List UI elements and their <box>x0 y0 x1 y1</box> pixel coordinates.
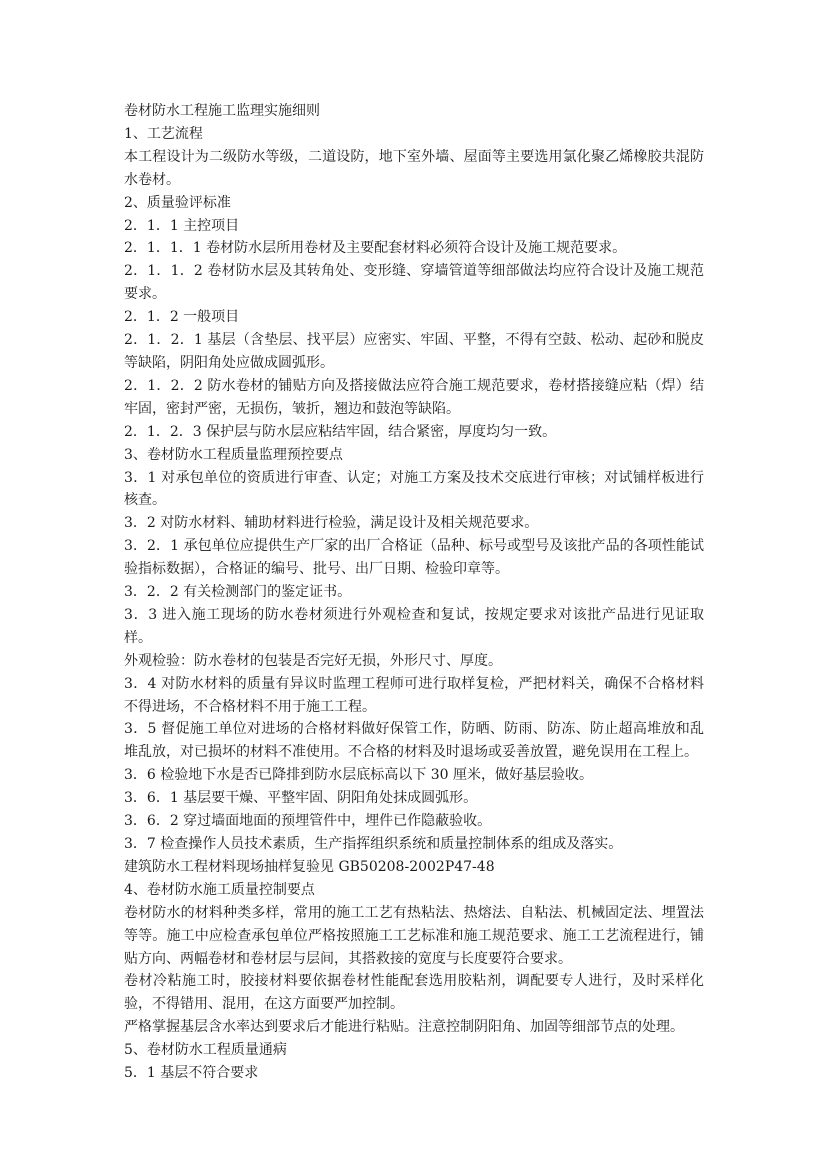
body-paragraph: 3．5 督促施工单位对进场的合格材料做好保管工作，防晒、防雨、防冻、防止超高堆放和乱堆乱放，对已损坏的材料不准使用。不合格的材料及时退场或妥善放置，避免误用在工程上。 <box>124 721 704 761</box>
section-heading: 5、卷材防水工程质量通病 <box>124 1042 287 1059</box>
subsection-heading: 5．1 基层不符合要求 <box>124 1065 259 1082</box>
body-paragraph: 3．3 进入施工现场的防水卷材须进行外观检查和复试，按规定要求对该批产品进行见证取样。 <box>124 606 704 646</box>
section-heading: 4、卷材防水施工质量控制要点 <box>124 881 315 898</box>
body-paragraph: 3．2．1 承包单位应提供生产厂家的出厂合格证（品种、标号或型号及该批产品的各项性能试验指标数据），合格证的编号、批号、出厂日期、检验印章等。 <box>124 538 704 578</box>
body-paragraph: 3．4 对防水材料的质量有异议时监理工程师可进行取样复检，严把材料关，确保不合格材料不得进场，不合格材料不用于施工工程。 <box>124 675 704 715</box>
body-paragraph: 2．1．2．3 保护层与防水层应粘结牢固，结合紧密，厚度均匀一致。 <box>124 423 557 440</box>
body-paragraph: 严格掌握基层含水率达到要求后才能进行粘贴。注意控制阴阳角、加固等细部节点的处理。 <box>124 1019 684 1036</box>
section-heading: 1、工艺流程 <box>124 125 203 142</box>
body-paragraph: 3．1 对承包单位的资质进行审查、认定；对施工方案及技术交底进行审核；对试铺样板进行核查。 <box>124 469 704 509</box>
body-paragraph: 3．2．2 有关检测部门的鉴定证书。 <box>124 584 352 601</box>
body-paragraph: 本工程设计为二级防水等级，二道设防，地下室外墙、屋面等主要选用氯化聚乙烯橡胶共混防水卷材。 <box>124 148 704 188</box>
body-paragraph: 建筑防水工程材料现场抽样复验见 GB50208-2002P47-48 <box>124 858 495 875</box>
body-paragraph: 3．6．2 穿过墙面地面的预埋管件中，埋件已作隐蔽验收。 <box>124 813 492 830</box>
body-paragraph: 2．1．2．1 基层（含垫层、找平层）应密实、牢固、平整，不得有空鼓、松动、起砂和脱皮等缺陷，阴阳角处应做成圆弧形。 <box>124 332 704 371</box>
body-paragraph: 3．2 对防水材料、辅助材料进行检验，满足设计及相关规范要求。 <box>124 515 539 532</box>
body-paragraph: 卷材冷粘施工时，胶接材料要依据卷材性能配套选用胶粘剂，调配要专人进行，及时采样化验，不得错用、混用，在这方面要严加控制。 <box>124 973 704 1013</box>
document-title: 卷材防水工程施工监理实施细则 <box>124 103 320 119</box>
body-paragraph: 2．1．2．2 防水卷材的铺贴方向及搭接做法应符合施工规范要求，卷材搭接缝应粘（焊）结牢固，密封严密，无损伤，皱折，翘边和鼓泡等缺陷。 <box>124 377 704 417</box>
document-body <box>124 100 704 1085</box>
subsection-heading: 2．1．1 主控项目 <box>124 217 240 234</box>
body-paragraph: 3．6 检验地下水是否已降排到防水层底标高以下 30 厘米，做好基层验收。 <box>124 767 593 784</box>
body-paragraph: 2．1．1．2 卷材防水层及其转角处、变形缝、穿墙管道等细部做法均应符合设计及施工规范要求。 <box>124 263 704 303</box>
section-heading: 3、卷材防水工程质量监理预控要点 <box>124 446 343 463</box>
body-paragraph: 2．1．1．1 卷材防水层所用卷材及主要配套材料必须符合设计及施工规范要求。 <box>124 240 627 257</box>
body-paragraph: 3．7 检查操作人员技术素质，生产指挥组织系统和质量控制体系的组成及落实。 <box>124 836 623 852</box>
body-paragraph: 卷材防水的材料种类多样，常用的施工工艺有热粘法、热熔法、自粘法、机械固定法、埋置法等等。施工中应检查承包单位严格按照施工工艺标准和施工规范要求、施工工艺流程进行，铺贴方向、两幅卷材和卷材层与层间，其搭救接的宽度与长度要符合要求。 <box>124 904 704 967</box>
subsection-heading: 2．1．2 一般项目 <box>124 309 240 326</box>
section-heading: 2、质量验评标准 <box>124 194 231 211</box>
body-paragraph: 3．6．1 基层要干燥、平整牢固、阴阳角处抹成圆弧形。 <box>124 790 478 807</box>
body-paragraph: 外观检验：防水卷材的包装是否完好无损，外形尺寸、厚度。 <box>124 652 502 669</box>
